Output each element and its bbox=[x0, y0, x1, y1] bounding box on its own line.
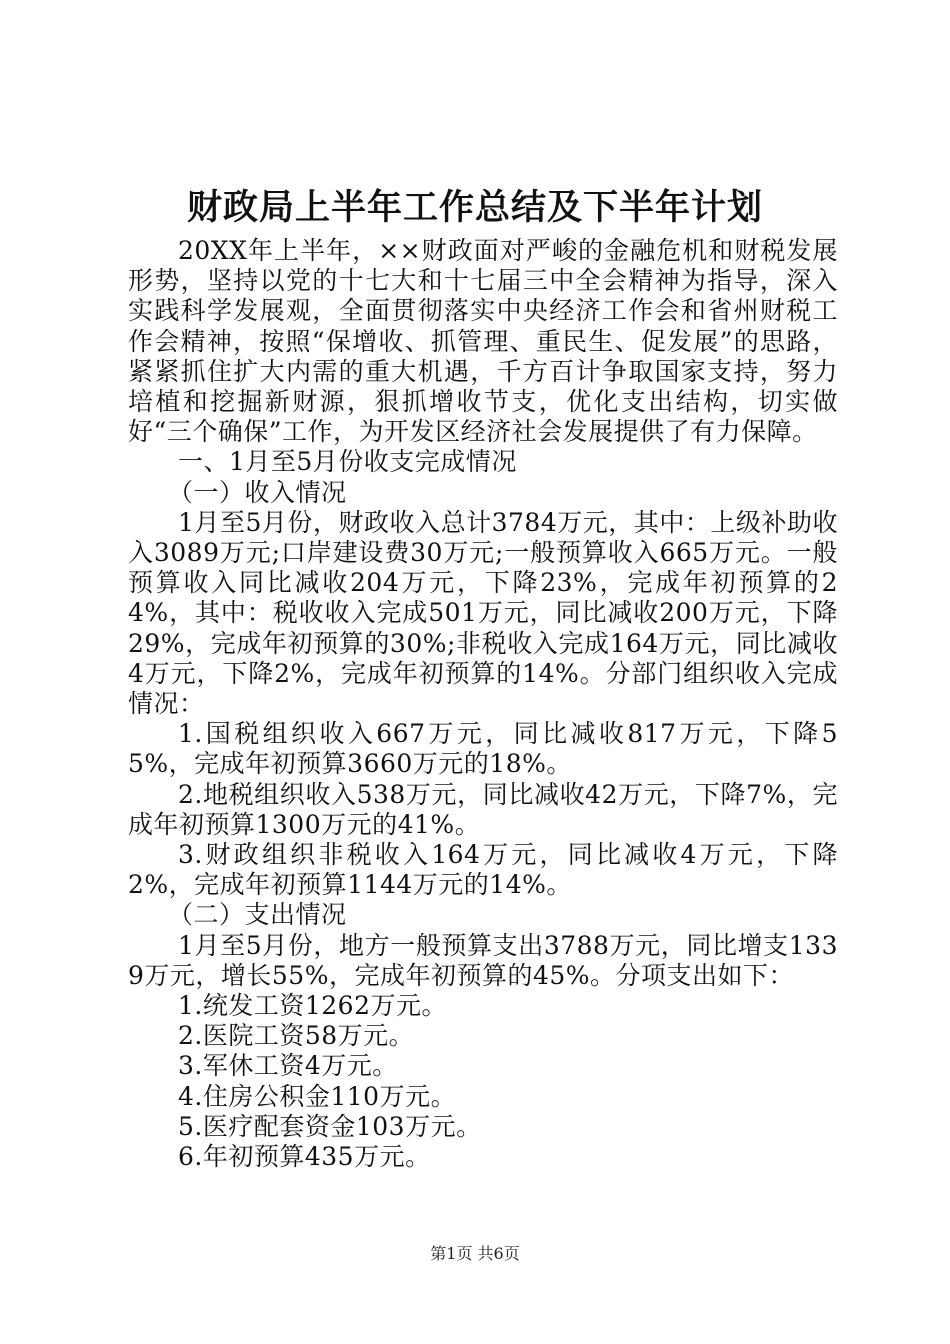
page-footer: 第1页 共6页 bbox=[430, 1244, 520, 1263]
document-body bbox=[128, 236, 838, 1172]
expenditure-item-3: 3.军休工资4万元。 bbox=[178, 1051, 398, 1081]
expenditure-item-4: 4.住房公积金110万元。 bbox=[178, 1081, 457, 1111]
expenditure-item-1: 1.统发工资1262万元。 bbox=[178, 991, 447, 1021]
income-summary-paragraph: 1月至5月份，财政收入总计3784万元，其中：上级补助收入3089万元;口岸建设费30万元;一般预算收入665万元。一般预算收入同比减收204万元，下降23%，完成年初预算的24%，其中：税收收入完成501万元，同比减收200万元，下降29%，完成年初预算的30%;非税收入完成164万元，同比减收4万元，下降2%，完成年初预算的14%。分部门组织收入完成情况： bbox=[128, 507, 838, 719]
income-item-3: 3.财政组织非税收入164万元，同比减收4万元，下降2%，完成年初预算1144万元的14%。 bbox=[128, 840, 838, 900]
subsection-heading-expenditure: （二）支出情况 bbox=[168, 900, 347, 930]
expenditure-item-6: 6.年初预算435万元。 bbox=[178, 1142, 431, 1172]
document-title: 财政局上半年工作总结及下半年计划 bbox=[186, 187, 763, 228]
subsection-heading-income: （一）收入情况 bbox=[168, 477, 347, 507]
expenditure-summary-paragraph: 1月至5月份，地方一般预算支出3788万元，同比增支1339万元，增长55%，完成年初预算的45%。分项支出如下： bbox=[128, 930, 838, 990]
section-heading-1: 一、1月至5月份收支完成情况 bbox=[178, 447, 517, 477]
income-item-1: 1.国税组织收入667万元，同比减收817万元，下降55%，完成年初预算3660万元的18%。 bbox=[128, 719, 838, 779]
intro-paragraph: 20XX年上半年，××财政面对严峻的金融危机和财税发展形势，坚持以党的十七大和十七届三中全会精神为指导，深入实践科学发展观，全面贯彻落实中央经济工作会和省州财税工作会精神，按照“保增收、抓管理、重民生、促发展”的思路，紧紧抓住扩大内需的重大机遇，千方百计争取国家支持，努力培植和挖掘新财源，狠抓增收节支，优化支出结构，切实做好“三个确保”工作，为开发区经济社会发展提供了有力保障。 bbox=[128, 236, 838, 447]
expenditure-item-2: 2.医院工资58万元。 bbox=[178, 1021, 415, 1051]
income-item-2: 2.地税组织收入538万元，同比减收42万元，下降7%，完成年初预算1300万元的41%。 bbox=[128, 779, 838, 839]
expenditure-item-5: 5.医疗配套资金103万元。 bbox=[178, 1111, 482, 1141]
